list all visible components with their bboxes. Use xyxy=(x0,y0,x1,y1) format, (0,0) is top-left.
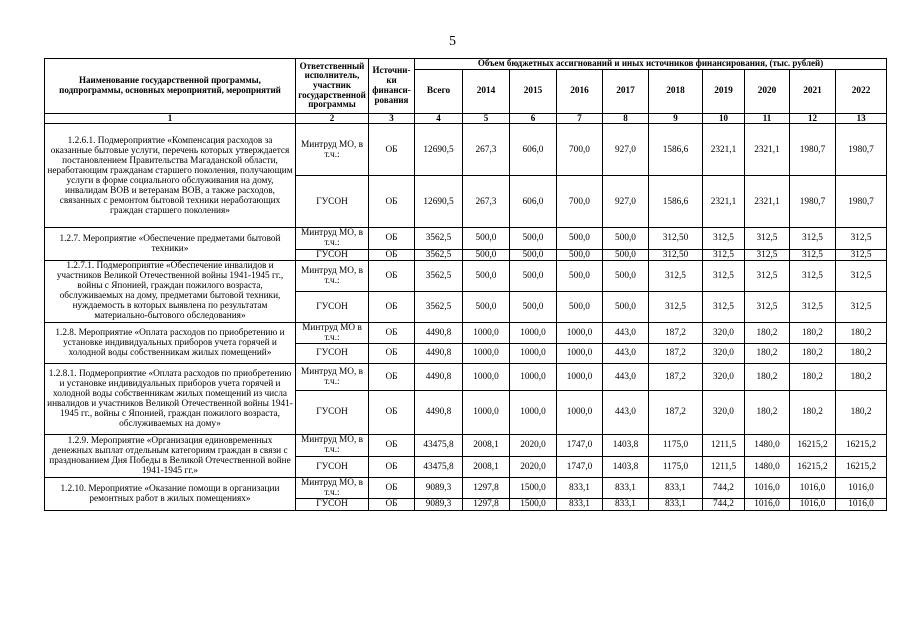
column-number: 12 xyxy=(790,113,836,124)
year-value-cell: 500,0 xyxy=(510,228,557,249)
year-value-cell: 833,1 xyxy=(557,498,603,510)
table-row xyxy=(45,228,887,249)
year-value-cell: 1000,0 xyxy=(510,343,557,363)
year-value-cell: 312,5 xyxy=(836,249,887,260)
year-value-cell: 2321,1 xyxy=(703,124,745,176)
year-value-cell: 1016,0 xyxy=(790,498,836,510)
header-executor: Ответственный исполнитель, участник государственной программы xyxy=(296,59,369,114)
header-year: 2015 xyxy=(510,69,557,113)
year-value-cell: 312,5 xyxy=(790,260,836,291)
year-value-cell: 700,0 xyxy=(557,124,603,176)
column-number: 7 xyxy=(557,113,603,124)
total-cell: 4490,8 xyxy=(415,322,463,343)
source-cell: ОБ xyxy=(369,176,415,228)
executor-cell: ГУСОН xyxy=(296,249,369,260)
year-value-cell: 320,0 xyxy=(703,322,745,343)
source-cell: ОБ xyxy=(369,228,415,249)
year-value-cell: 1000,0 xyxy=(557,390,603,434)
executor-cell: ГУСОН xyxy=(296,456,369,477)
year-value-cell: 500,0 xyxy=(603,260,649,291)
total-cell: 3562,5 xyxy=(415,291,463,322)
year-value-cell: 180,2 xyxy=(790,343,836,363)
year-value-cell: 1586,6 xyxy=(649,124,703,176)
total-cell: 3562,5 xyxy=(415,260,463,291)
column-number: 3 xyxy=(369,113,415,124)
header-year: 2020 xyxy=(745,69,790,113)
year-value-cell: 500,0 xyxy=(603,228,649,249)
year-value-cell: 180,2 xyxy=(836,322,887,343)
header-total: Всего xyxy=(415,69,463,113)
year-value-cell: 2020,0 xyxy=(510,456,557,477)
year-value-cell: 443,0 xyxy=(603,390,649,434)
year-value-cell: 1000,0 xyxy=(510,363,557,390)
year-value-cell: 833,1 xyxy=(557,477,603,498)
table-body xyxy=(45,124,887,510)
year-value-cell: 187,2 xyxy=(649,322,703,343)
budget-table xyxy=(44,58,887,511)
year-value-cell: 1175,0 xyxy=(649,434,703,456)
year-value-cell: 312,5 xyxy=(836,228,887,249)
year-value-cell: 700,0 xyxy=(557,176,603,228)
total-cell: 9089,3 xyxy=(415,498,463,510)
year-value-cell: 927,0 xyxy=(603,176,649,228)
year-value-cell: 16215,2 xyxy=(790,456,836,477)
year-value-cell: 1000,0 xyxy=(557,322,603,343)
executor-cell: Минтруд МО, в т.ч.: xyxy=(296,228,369,249)
column-number: 9 xyxy=(649,113,703,124)
page-number: 5 xyxy=(449,34,456,49)
column-number: 10 xyxy=(703,113,745,124)
year-value-cell: 312,50 xyxy=(649,249,703,260)
header-year: 2016 xyxy=(557,69,603,113)
total-cell: 9089,3 xyxy=(415,477,463,498)
table-row xyxy=(45,322,887,343)
header-year: 2022 xyxy=(836,69,887,113)
total-cell: 12690,5 xyxy=(415,124,463,176)
year-value-cell: 1980,7 xyxy=(836,176,887,228)
year-value-cell: 312,5 xyxy=(703,291,745,322)
year-value-cell: 2321,1 xyxy=(703,176,745,228)
activity-name: 1.2.6.1. Подмероприятие «Компенсация расходов за оказанные бытовые услуги, перечень которых утверждается постановлением Правительства Магаданской области, неработающим гражданам старшего поколения, получающим услуги в форме социального обслуживания на дому, инвалидам ВОВ и ветеранам ВОВ, а также расходов, связанных с ремонтом бытовой техники неработающих граждан старшего поколения» xyxy=(45,124,296,228)
year-value-cell: 500,0 xyxy=(557,260,603,291)
year-value-cell: 312,5 xyxy=(703,249,745,260)
year-value-cell: 1000,0 xyxy=(557,363,603,390)
header-year: 2021 xyxy=(790,69,836,113)
source-cell: ОБ xyxy=(369,322,415,343)
total-cell: 3562,5 xyxy=(415,249,463,260)
source-cell: ОБ xyxy=(369,363,415,390)
executor-cell: ГУСОН xyxy=(296,343,369,363)
column-number: 5 xyxy=(463,113,510,124)
year-value-cell: 187,2 xyxy=(649,363,703,390)
year-value-cell: 180,2 xyxy=(836,363,887,390)
executor-cell: ГУСОН xyxy=(296,291,369,322)
total-cell: 12690,5 xyxy=(415,176,463,228)
year-value-cell: 312,5 xyxy=(790,249,836,260)
year-value-cell: 180,2 xyxy=(790,363,836,390)
source-cell: ОБ xyxy=(369,390,415,434)
year-value-cell: 1000,0 xyxy=(557,343,603,363)
header-year: 2014 xyxy=(463,69,510,113)
year-value-cell: 320,0 xyxy=(703,343,745,363)
year-value-cell: 312,5 xyxy=(745,260,790,291)
header-year: 2018 xyxy=(649,69,703,113)
source-cell: ОБ xyxy=(369,456,415,477)
year-value-cell: 443,0 xyxy=(603,363,649,390)
year-value-cell: 500,0 xyxy=(557,249,603,260)
year-value-cell: 833,1 xyxy=(603,498,649,510)
year-value-cell: 1500,0 xyxy=(510,498,557,510)
header-year: 2017 xyxy=(603,69,649,113)
total-cell: 43475,8 xyxy=(415,456,463,477)
year-value-cell: 2020,0 xyxy=(510,434,557,456)
year-value-cell: 500,0 xyxy=(510,249,557,260)
executor-cell: ГУСОН xyxy=(296,498,369,510)
year-value-cell: 180,2 xyxy=(836,390,887,434)
column-number: 13 xyxy=(836,113,887,124)
source-cell: ОБ xyxy=(369,260,415,291)
executor-cell: Минтруд МО, в т.ч.: xyxy=(296,260,369,291)
year-value-cell: 312,5 xyxy=(836,260,887,291)
table-row xyxy=(45,477,887,498)
year-value-cell: 312,5 xyxy=(790,291,836,322)
year-value-cell: 1980,7 xyxy=(790,124,836,176)
year-value-cell: 2321,1 xyxy=(745,176,790,228)
year-value-cell: 1000,0 xyxy=(510,322,557,343)
year-value-cell: 312,5 xyxy=(745,291,790,322)
year-value-cell: 443,0 xyxy=(603,322,649,343)
year-value-cell: 833,1 xyxy=(603,477,649,498)
year-value-cell: 1016,0 xyxy=(745,498,790,510)
year-value-cell: 1297,8 xyxy=(463,498,510,510)
year-value-cell: 1000,0 xyxy=(510,390,557,434)
activity-name: 1.2.8. Мероприятие «Оплата расходов по приобретению и установке индивидуальных приборов учета горячей и холодной воды собственникам жилых помещений» xyxy=(45,322,296,363)
table-row xyxy=(45,363,887,390)
source-cell: ОБ xyxy=(369,249,415,260)
source-cell: ОБ xyxy=(369,124,415,176)
year-value-cell: 267,3 xyxy=(463,124,510,176)
year-value-cell: 180,2 xyxy=(790,322,836,343)
year-value-cell: 320,0 xyxy=(703,363,745,390)
year-value-cell: 312,5 xyxy=(745,249,790,260)
year-value-cell: 1403,8 xyxy=(603,456,649,477)
total-cell: 4490,8 xyxy=(415,363,463,390)
source-cell: ОБ xyxy=(369,291,415,322)
column-number-row xyxy=(45,113,887,124)
year-value-cell: 833,1 xyxy=(649,498,703,510)
year-value-cell: 320,0 xyxy=(703,390,745,434)
column-number: 8 xyxy=(603,113,649,124)
activity-name: 1.2.7.1. Подмероприятие «Обеспечение инвалидов и участников Великой Отечественной войны 1941-1945 гг., войны с Японией, граждан пожилого возраста, обслуживаемых на дому, предметами бытовой техники, нуждаемость в которых выявлена по результатам материально-бытового обследования» xyxy=(45,260,296,322)
year-value-cell: 1016,0 xyxy=(745,477,790,498)
year-value-cell: 1980,7 xyxy=(836,124,887,176)
year-value-cell: 180,2 xyxy=(745,343,790,363)
executor-cell: ГУСОН xyxy=(296,176,369,228)
year-value-cell: 312,5 xyxy=(745,228,790,249)
executor-cell: Минтруд МО, в т.ч.: xyxy=(296,124,369,176)
year-value-cell: 1980,7 xyxy=(790,176,836,228)
year-value-cell: 500,0 xyxy=(463,249,510,260)
year-value-cell: 187,2 xyxy=(649,390,703,434)
year-value-cell: 500,0 xyxy=(557,228,603,249)
year-value-cell: 312,5 xyxy=(703,228,745,249)
year-value-cell: 927,0 xyxy=(603,124,649,176)
year-value-cell: 312,50 xyxy=(649,228,703,249)
year-value-cell: 1297,8 xyxy=(463,477,510,498)
activity-name: 1.2.10. Мероприятие «Оказание помощи в организации ремонтных работ в жилых помещениях» xyxy=(45,477,296,510)
year-value-cell: 1747,0 xyxy=(557,456,603,477)
year-value-cell: 1000,0 xyxy=(463,390,510,434)
column-number: 11 xyxy=(745,113,790,124)
year-value-cell: 16215,2 xyxy=(836,434,887,456)
executor-cell: Минтруд МО в т.ч.: xyxy=(296,322,369,343)
year-value-cell: 180,2 xyxy=(745,390,790,434)
source-cell: ОБ xyxy=(369,498,415,510)
year-value-cell: 1000,0 xyxy=(463,363,510,390)
header-source: Источни-ки финанси-рования xyxy=(369,59,415,114)
year-value-cell: 1586,6 xyxy=(649,176,703,228)
table-row xyxy=(45,260,887,291)
year-value-cell: 1016,0 xyxy=(836,477,887,498)
year-value-cell: 2321,1 xyxy=(745,124,790,176)
year-value-cell: 606,0 xyxy=(510,124,557,176)
year-value-cell: 267,3 xyxy=(463,176,510,228)
year-value-cell: 443,0 xyxy=(603,343,649,363)
executor-cell: Минтруд МО, в т.ч.: xyxy=(296,363,369,390)
source-cell: ОБ xyxy=(369,434,415,456)
year-value-cell: 180,2 xyxy=(836,343,887,363)
year-value-cell: 1175,0 xyxy=(649,456,703,477)
year-value-cell: 500,0 xyxy=(463,260,510,291)
year-value-cell: 606,0 xyxy=(510,176,557,228)
year-value-cell: 500,0 xyxy=(603,291,649,322)
year-value-cell: 180,2 xyxy=(745,322,790,343)
year-value-cell: 312,5 xyxy=(703,260,745,291)
year-value-cell: 500,0 xyxy=(463,291,510,322)
year-value-cell: 500,0 xyxy=(510,260,557,291)
column-number: 4 xyxy=(415,113,463,124)
total-cell: 4490,8 xyxy=(415,343,463,363)
year-value-cell: 500,0 xyxy=(603,249,649,260)
year-value-cell: 744,2 xyxy=(703,477,745,498)
year-value-cell: 1747,0 xyxy=(557,434,603,456)
year-value-cell: 1500,0 xyxy=(510,477,557,498)
year-value-cell: 1000,0 xyxy=(463,343,510,363)
executor-cell: Минтруд МО, в т.ч.: xyxy=(296,434,369,456)
year-value-cell: 312,5 xyxy=(649,260,703,291)
total-cell: 43475,8 xyxy=(415,434,463,456)
source-cell: ОБ xyxy=(369,343,415,363)
year-value-cell: 500,0 xyxy=(557,291,603,322)
year-value-cell: 500,0 xyxy=(510,291,557,322)
year-value-cell: 744,2 xyxy=(703,498,745,510)
activity-name: 1.2.7. Мероприятие «Обеспечение предметами бытовой техники» xyxy=(45,228,296,260)
year-value-cell: 1403,8 xyxy=(603,434,649,456)
year-value-cell: 2008,1 xyxy=(463,456,510,477)
year-value-cell: 2008,1 xyxy=(463,434,510,456)
year-value-cell: 833,1 xyxy=(649,477,703,498)
total-cell: 4490,8 xyxy=(415,390,463,434)
activity-name: 1.2.8.1. Подмероприятие «Оплата расходов по приобретению и установке индивидуальных приборов учета горячей и холодной воды собственникам жилых помещений из числа инвалидов и участников Великой Отечественной войны 1941-1945 гг., войны с Японией, граждан пожилого возраста, обслуживаемых на дому» xyxy=(45,363,296,434)
year-value-cell: 16215,2 xyxy=(836,456,887,477)
header-name: Наименование государственной программы, подпрограммы, основных мероприятий, мероприятий xyxy=(45,59,296,114)
year-value-cell: 1211,5 xyxy=(703,434,745,456)
table-row xyxy=(45,434,887,456)
year-value-cell: 312,5 xyxy=(790,228,836,249)
table-row xyxy=(45,124,887,176)
year-value-cell: 312,5 xyxy=(649,291,703,322)
total-cell: 3562,5 xyxy=(415,228,463,249)
source-cell: ОБ xyxy=(369,477,415,498)
year-value-cell: 1000,0 xyxy=(463,322,510,343)
year-value-cell: 180,2 xyxy=(745,363,790,390)
column-number: 1 xyxy=(45,113,296,124)
year-value-cell: 1480,0 xyxy=(745,456,790,477)
year-value-cell: 500,0 xyxy=(463,228,510,249)
executor-cell: Минтруд МО, в т.ч.: xyxy=(296,477,369,498)
year-value-cell: 16215,2 xyxy=(790,434,836,456)
year-value-cell: 187,2 xyxy=(649,343,703,363)
year-value-cell: 180,2 xyxy=(790,390,836,434)
executor-cell: ГУСОН xyxy=(296,390,369,434)
year-value-cell: 1211,5 xyxy=(703,456,745,477)
year-value-cell: 1016,0 xyxy=(790,477,836,498)
column-number: 2 xyxy=(296,113,369,124)
year-value-cell: 312,5 xyxy=(836,291,887,322)
header-volume: Объем бюджетных ассигнований и иных источников финансирования, (тыс. рублей) xyxy=(415,59,887,70)
year-value-cell: 1016,0 xyxy=(836,498,887,510)
column-number: 6 xyxy=(510,113,557,124)
header-year: 2019 xyxy=(703,69,745,113)
year-value-cell: 1480,0 xyxy=(745,434,790,456)
activity-name: 1.2.9. Мероприятие «Организация единовременных денежных выплат отдельным категориям граждан в связи с празднованием Дня Победы в Великой Отечественной войне 1941-1945 гг.» xyxy=(45,434,296,477)
